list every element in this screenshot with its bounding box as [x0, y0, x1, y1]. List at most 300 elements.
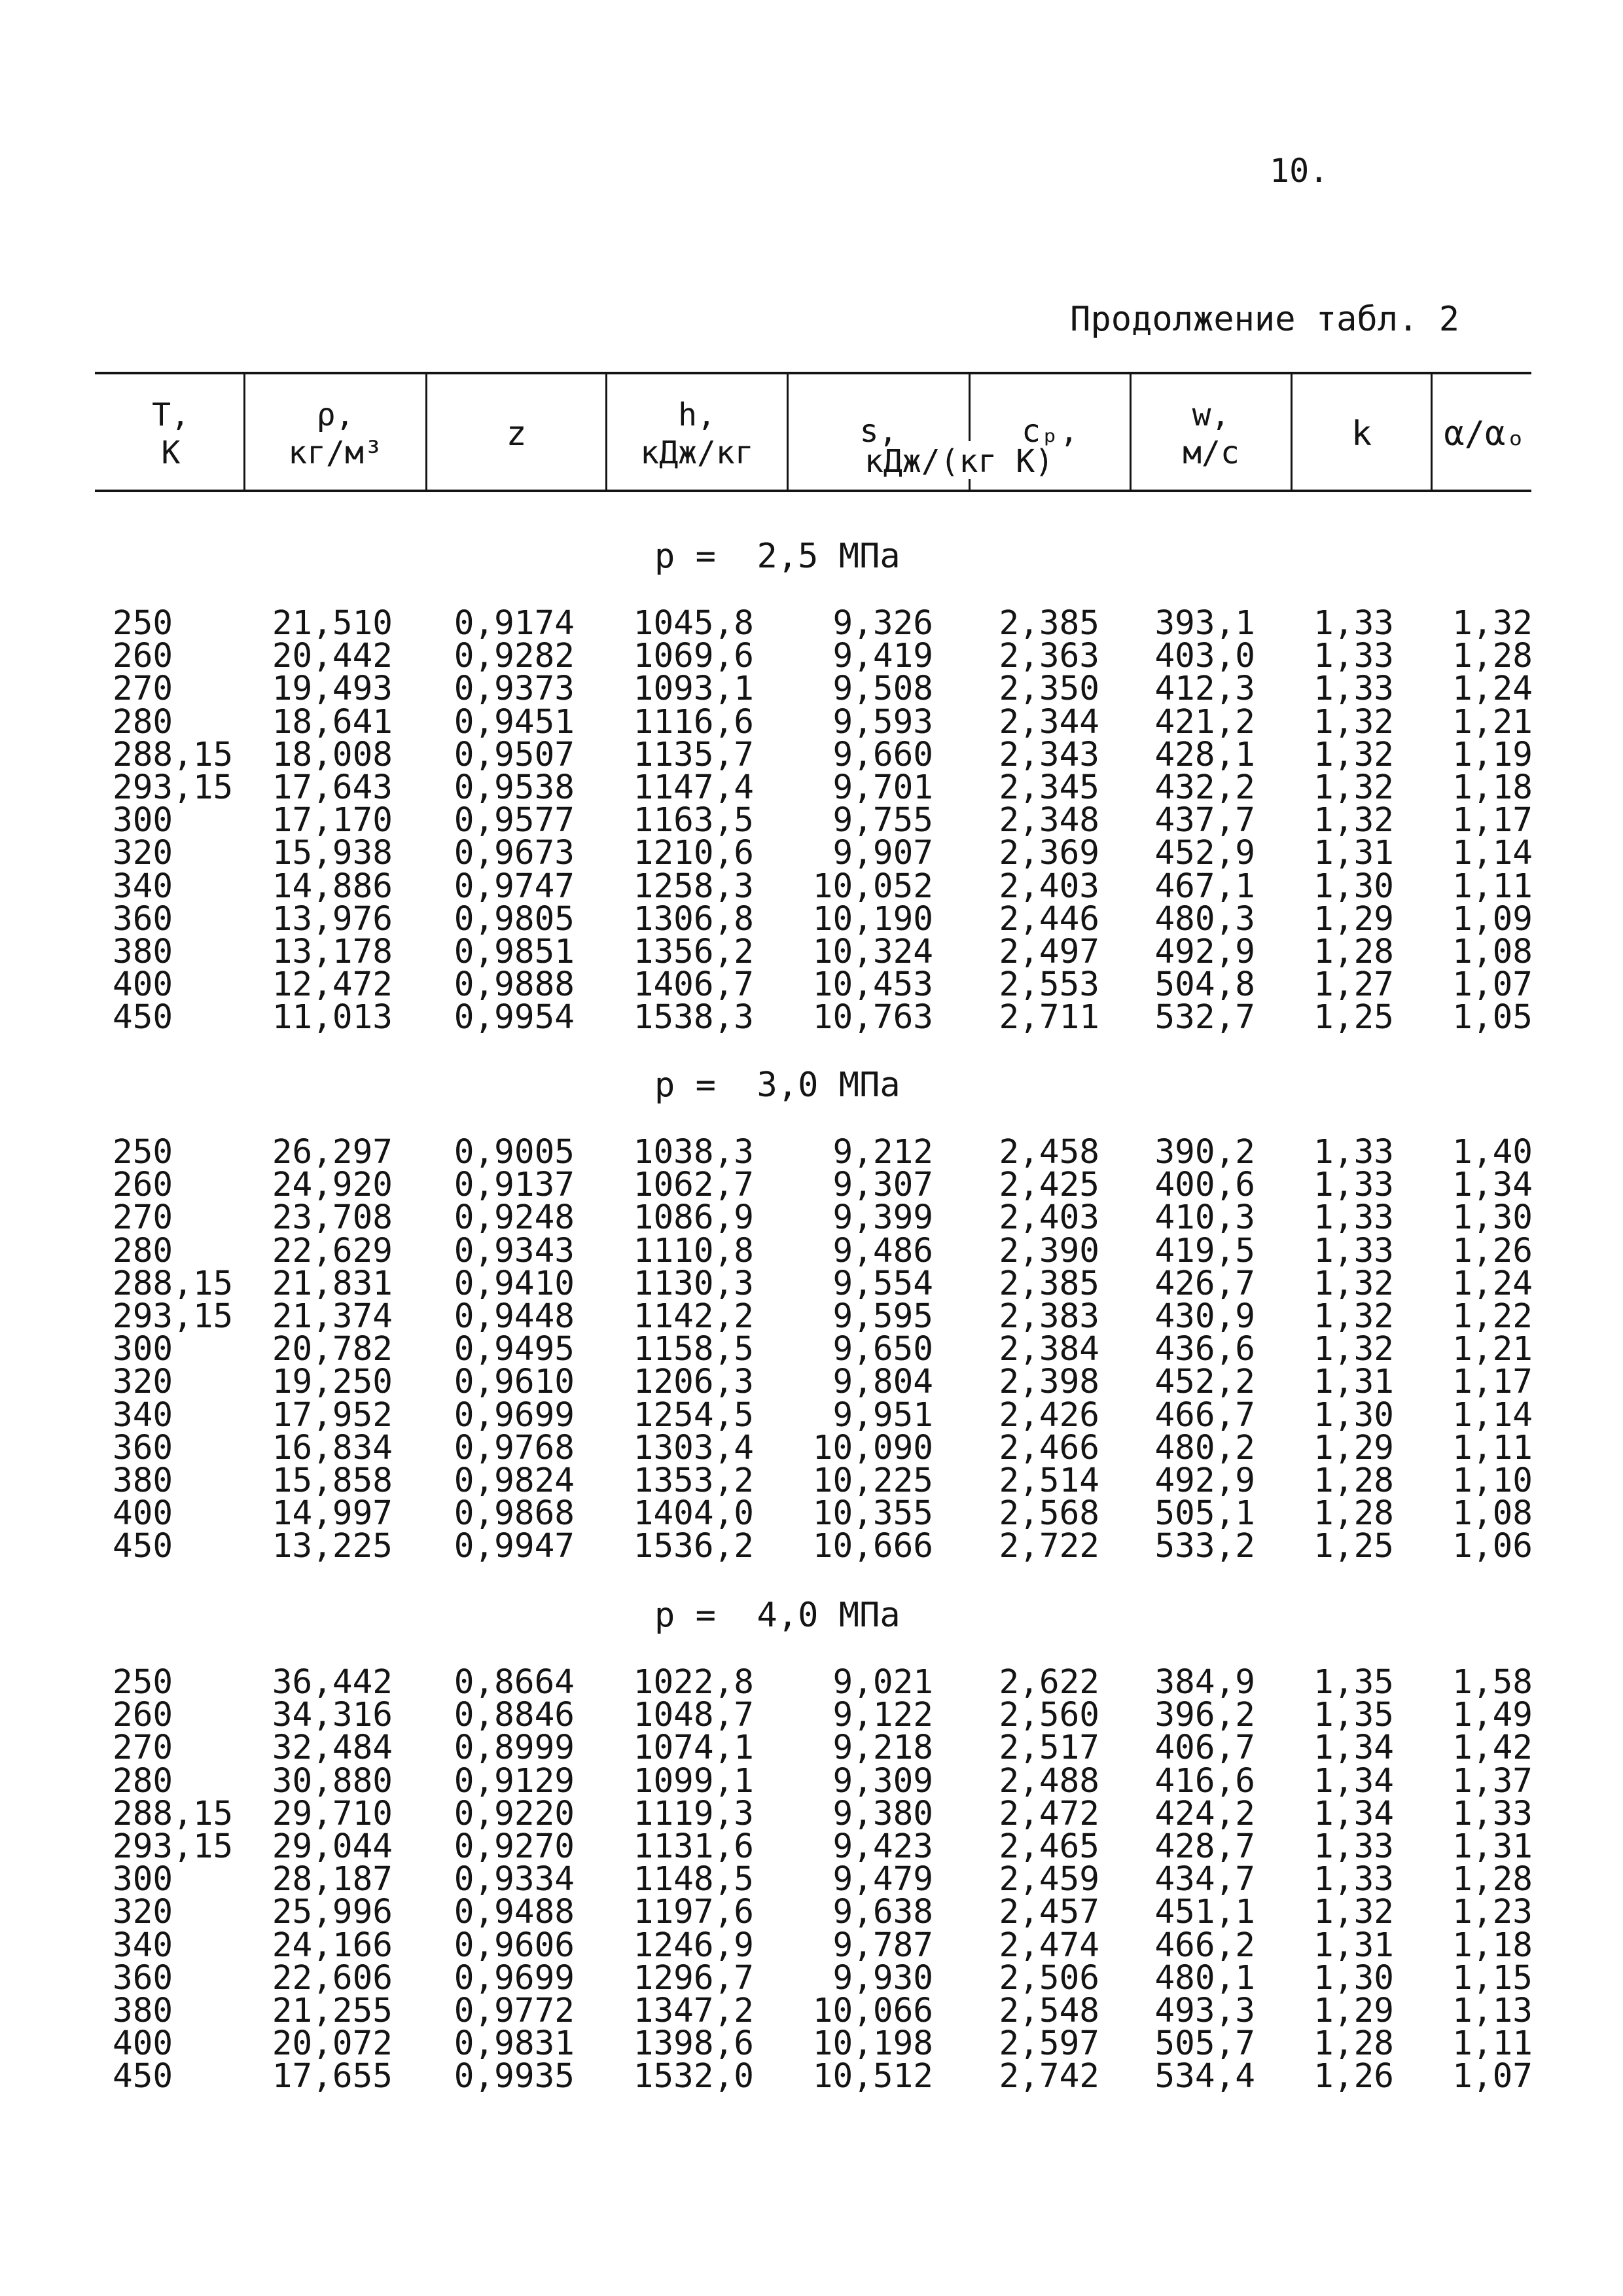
table-cell: 16,834	[272, 1428, 393, 1467]
table-cell: 0,9174	[454, 604, 575, 643]
table-cell: 10,512	[812, 2057, 933, 2096]
table-cell: 393,1	[1154, 604, 1255, 643]
table-cell: 1,18	[1452, 1926, 1533, 1965]
table-cell: 1,21	[1452, 1330, 1533, 1369]
table-cell: 17,952	[272, 1395, 393, 1435]
table-row	[0, 1395, 1623, 1435]
table-cell: 18,641	[272, 702, 393, 742]
table-cell: 0,9699	[454, 1958, 575, 1998]
table-cell: 450	[113, 1527, 173, 1566]
table-cell: 390,2	[1154, 1133, 1255, 1172]
table-cell: 2,363	[999, 637, 1099, 676]
table-cell: 2,457	[999, 1893, 1099, 1932]
table-cell: 1,21	[1452, 702, 1533, 742]
table-cell: 532,7	[1154, 998, 1255, 1037]
table-cell: 1,13	[1452, 1992, 1533, 2030]
table-cell: 2,553	[999, 965, 1099, 1005]
table-cell: 0,9248	[454, 1198, 575, 1238]
table-row	[0, 801, 1623, 840]
table-cell: 1,31	[1313, 1926, 1394, 1965]
table-cell: 1119,3	[633, 1794, 754, 1833]
table-cell: 492,9	[1154, 1462, 1255, 1500]
table-cell: 10,052	[812, 867, 933, 906]
table-cell: 280	[113, 1231, 173, 1270]
table-cell: 2,384	[999, 1330, 1099, 1369]
table-cell: 1,32	[1313, 801, 1394, 840]
table-cell: 1130,3	[633, 1264, 754, 1303]
table-cell: 2,343	[999, 735, 1099, 774]
pressure-heading: p = 4,0 МПа	[654, 1596, 901, 1635]
table-cell: 1,26	[1452, 1231, 1533, 1270]
table-cell: 2,488	[999, 1761, 1099, 1801]
table-cell: 1,32	[1313, 768, 1394, 807]
table-row	[0, 1133, 1623, 1172]
table-cell: 2,597	[999, 2024, 1099, 2064]
table-cell: 0,9747	[454, 867, 575, 906]
table-cell: 9,701	[832, 768, 933, 807]
table-cell: 0,9137	[454, 1166, 575, 1205]
table-cell: 14,886	[272, 867, 393, 906]
table-cell: 1,14	[1452, 1395, 1533, 1435]
table-row	[0, 2024, 1623, 2064]
table-cell: 1147,4	[633, 768, 754, 807]
table-cell: 1303,4	[633, 1428, 754, 1467]
table-cell: 9,307	[832, 1166, 933, 1205]
table-row	[0, 1893, 1623, 1932]
table-cell: 2,369	[999, 834, 1099, 873]
table-cell: 2,548	[999, 1992, 1099, 2030]
table-cell: 1,42	[1452, 1729, 1533, 1768]
table-cell: 1,40	[1452, 1133, 1533, 1172]
table-cell: 0,9935	[454, 2057, 575, 2096]
table-cell: 1210,6	[633, 834, 754, 873]
table-cell: 340	[113, 867, 173, 906]
table-cell: 0,9282	[454, 637, 575, 676]
table-cell: 493,3	[1154, 1992, 1255, 2030]
table-cell: 9,479	[832, 1860, 933, 1899]
table-cell: 28,187	[272, 1860, 393, 1899]
table-row	[0, 998, 1623, 1037]
table-cell: 1048,7	[633, 1696, 754, 1735]
table-cell: 1,49	[1452, 1696, 1533, 1735]
table-cell: 403,0	[1154, 637, 1255, 676]
table-cell: 19,493	[272, 670, 393, 709]
table-top-rule	[95, 372, 1531, 374]
table-cell: 10,090	[812, 1428, 933, 1467]
table-row	[0, 1827, 1623, 1866]
table-cell: 24,166	[272, 1926, 393, 1965]
table-cell: 0,9673	[454, 834, 575, 873]
table-cell: 2,514	[999, 1462, 1099, 1500]
table-cell: 1,26	[1313, 2057, 1394, 2096]
table-cell: 1131,6	[633, 1827, 754, 1866]
table-cell: 360	[113, 1958, 173, 1998]
table-cell: 1,31	[1313, 834, 1394, 873]
table-cell: 1347,2	[633, 1992, 754, 2030]
table-cell: 21,510	[272, 604, 393, 643]
table-cell: 1404,0	[633, 1494, 754, 1534]
table-cell: 452,9	[1154, 834, 1255, 873]
table-cell: 288,15	[113, 1264, 234, 1303]
table-cell: 10,190	[812, 899, 933, 939]
table-cell: 0,8664	[454, 1663, 575, 1702]
table-row	[0, 1231, 1623, 1270]
table-cell: 1,32	[1313, 1893, 1394, 1932]
table-row	[0, 1527, 1623, 1566]
header-compressibility: z	[506, 414, 527, 454]
table-cell: 1,33	[1313, 670, 1394, 709]
table-cell: 400	[113, 1494, 173, 1534]
table-cell: 1532,0	[633, 2057, 754, 2096]
table-cell: 1086,9	[633, 1198, 754, 1238]
table-cell: 1,58	[1452, 1663, 1533, 1702]
table-cell: 1398,6	[633, 2024, 754, 2064]
table-cell: 412,3	[1154, 670, 1255, 709]
table-cell: 1,08	[1452, 933, 1533, 971]
table-cell: 2,446	[999, 899, 1099, 939]
table-cell: 260	[113, 1166, 173, 1205]
table-cell: 0,9538	[454, 768, 575, 807]
table-cell: 10,225	[812, 1462, 933, 1500]
table-cell: 360	[113, 1428, 173, 1467]
table-cell: 1,34	[1313, 1794, 1394, 1833]
table-row	[0, 867, 1623, 906]
table-cell: 380	[113, 1992, 173, 2030]
table-cell: 9,755	[832, 801, 933, 840]
header-alpha-ratio: α/αₒ	[1444, 414, 1526, 454]
table-cell: 9,212	[832, 1133, 933, 1172]
table-cell: 320	[113, 1363, 173, 1402]
header-s-cp-unit: кДж/(кг К)	[865, 443, 1054, 480]
table-cell: 451,1	[1154, 1893, 1255, 1932]
table-cell: 1022,8	[633, 1663, 754, 1702]
table-row	[0, 1794, 1623, 1833]
table-cell: 13,178	[272, 933, 393, 971]
table-cell: 2,383	[999, 1297, 1099, 1336]
table-cell: 9,486	[832, 1231, 933, 1270]
table-cell: 288,15	[113, 735, 234, 774]
table-cell: 0,9868	[454, 1494, 575, 1534]
table-cell: 0,9610	[454, 1363, 575, 1402]
table-row	[0, 834, 1623, 873]
table-cell: 9,593	[832, 702, 933, 742]
table-cell: 0,9805	[454, 899, 575, 939]
table-row	[0, 1166, 1623, 1205]
table-cell: 2,403	[999, 867, 1099, 906]
table-cell: 1,33	[1313, 1133, 1394, 1172]
table-cell: 1,33	[1313, 637, 1394, 676]
table-cell: 14,997	[272, 1494, 393, 1534]
table-cell: 1,11	[1452, 1428, 1533, 1467]
header-isentropic-exponent: k	[1351, 414, 1372, 454]
table-cell: 0,9954	[454, 998, 575, 1037]
table-cell: 320	[113, 1893, 173, 1932]
table-cell: 1,28	[1313, 1462, 1394, 1500]
table-cell: 0,9888	[454, 965, 575, 1005]
table-cell: 11,013	[272, 998, 393, 1037]
table-row	[0, 1428, 1623, 1467]
table-cell: 9,419	[832, 637, 933, 676]
table-row	[0, 1330, 1623, 1369]
table-cell: 0,9577	[454, 801, 575, 840]
table-cell: 1,25	[1313, 998, 1394, 1037]
table-cell: 416,6	[1154, 1761, 1255, 1801]
table-cell: 1163,5	[633, 801, 754, 840]
table-cell: 505,1	[1154, 1494, 1255, 1534]
table-cell: 1,33	[1313, 1860, 1394, 1899]
table-cell: 424,2	[1154, 1794, 1255, 1833]
table-cell: 293,15	[113, 1297, 234, 1336]
table-cell: 32,484	[272, 1729, 393, 1768]
table-cell: 9,380	[832, 1794, 933, 1833]
table-row	[0, 702, 1623, 742]
table-cell: 10,355	[812, 1494, 933, 1534]
table-cell: 293,15	[113, 1827, 234, 1866]
table-cell: 406,7	[1154, 1729, 1255, 1768]
table-cell: 400	[113, 2024, 173, 2064]
table-cell: 9,951	[832, 1395, 933, 1435]
table-cell: 2,560	[999, 1696, 1099, 1735]
table-cell: 9,660	[832, 735, 933, 774]
table-cell: 9,595	[832, 1297, 933, 1336]
table-cell: 20,442	[272, 637, 393, 676]
table-cell: 260	[113, 1696, 173, 1735]
table-cell: 30,880	[272, 1761, 393, 1801]
table-cell: 1,28	[1313, 933, 1394, 971]
table-row	[0, 637, 1623, 676]
table-cell: 1,34	[1313, 1761, 1394, 1801]
table-cell: 9,326	[832, 604, 933, 643]
table-cell: 1045,8	[633, 604, 754, 643]
table-cell: 450	[113, 2057, 173, 2096]
table-cell: 1,06	[1452, 1527, 1533, 1566]
table-cell: 0,9005	[454, 1133, 575, 1172]
table-cell: 0,9410	[454, 1264, 575, 1303]
table-cell: 1,31	[1313, 1363, 1394, 1402]
table-row	[0, 1264, 1623, 1303]
table-cell: 0,9824	[454, 1462, 575, 1500]
table-cell: 1,18	[1452, 768, 1533, 807]
table-cell: 9,554	[832, 1264, 933, 1303]
table-cell: 1,32	[1452, 604, 1533, 643]
table-cell: 21,831	[272, 1264, 393, 1303]
table-cell: 1135,7	[633, 735, 754, 774]
table-cell: 1,30	[1313, 1958, 1394, 1998]
table-cell: 0,9373	[454, 670, 575, 709]
table-cell: 288,15	[113, 1794, 234, 1833]
table-cell: 1,29	[1313, 1428, 1394, 1467]
table-cell: 2,426	[999, 1395, 1099, 1435]
table-cell: 2,390	[999, 1231, 1099, 1270]
table-cell: 0,9451	[454, 702, 575, 742]
table-cell: 2,344	[999, 702, 1099, 742]
table-cell: 20,782	[272, 1330, 393, 1369]
table-cell: 2,506	[999, 1958, 1099, 1998]
table-cell: 260	[113, 637, 173, 676]
table-cell: 1,33	[1313, 1827, 1394, 1866]
table-cell: 428,1	[1154, 735, 1255, 774]
table-cell: 0,9220	[454, 1794, 575, 1833]
table-cell: 0,9448	[454, 1297, 575, 1336]
table-row	[0, 604, 1623, 643]
table-cell: 17,170	[272, 801, 393, 840]
table-cell: 492,9	[1154, 933, 1255, 971]
table-cell: 1,27	[1313, 965, 1394, 1005]
table-cell: 1142,2	[633, 1297, 754, 1336]
table-row	[0, 1729, 1623, 1768]
table-cell: 2,350	[999, 670, 1099, 709]
table-cell: 22,629	[272, 1231, 393, 1270]
table-cell: 0,9495	[454, 1330, 575, 1369]
table-cell: 384,9	[1154, 1663, 1255, 1702]
table-cell: 432,2	[1154, 768, 1255, 807]
table-cell: 430,9	[1154, 1297, 1255, 1336]
table-cell: 1538,3	[633, 998, 754, 1037]
header-entropy: s,	[859, 413, 898, 450]
table-cell: 1099,1	[633, 1761, 754, 1801]
table-cell: 380	[113, 933, 173, 971]
table-cell: 9,399	[832, 1198, 933, 1238]
table-row	[0, 735, 1623, 774]
table-cell: 426,7	[1154, 1264, 1255, 1303]
table-cell: 1,11	[1452, 2024, 1533, 2064]
table-cell: 1,33	[1313, 604, 1394, 643]
table-cell: 1,29	[1313, 899, 1394, 939]
table-cell: 2,348	[999, 801, 1099, 840]
table-cell: 436,6	[1154, 1330, 1255, 1369]
table-row	[0, 768, 1623, 807]
table-cell: 270	[113, 1729, 173, 1768]
table-cell: 270	[113, 1198, 173, 1238]
table-cell: 12,472	[272, 965, 393, 1005]
table-cell: 2,722	[999, 1527, 1099, 1566]
table-cell: 1148,5	[633, 1860, 754, 1899]
table-cell: 466,2	[1154, 1926, 1255, 1965]
table-cell: 9,787	[832, 1926, 933, 1965]
table-cell: 2,345	[999, 768, 1099, 807]
table-cell: 2,398	[999, 1363, 1099, 1402]
page-number: 10.	[1270, 152, 1329, 190]
table-row	[0, 1297, 1623, 1336]
table-cell: 250	[113, 604, 173, 643]
header-temperature: T, K	[152, 397, 190, 471]
table-cell: 10,324	[812, 933, 933, 971]
table-cell: 1,34	[1452, 1166, 1533, 1205]
table-cell: 36,442	[272, 1663, 393, 1702]
table-cell: 2,459	[999, 1860, 1099, 1899]
table-cell: 2,466	[999, 1428, 1099, 1467]
table-cell: 320	[113, 834, 173, 873]
table-cell: 534,4	[1154, 2057, 1255, 2096]
table-cell: 0,8846	[454, 1696, 575, 1735]
table-cell: 1,35	[1313, 1696, 1394, 1735]
table-cell: 2,711	[999, 998, 1099, 1037]
table-cell: 18,008	[272, 735, 393, 774]
table-cell: 20,072	[272, 2024, 393, 2064]
table-cell: 480,3	[1154, 899, 1255, 939]
table-row	[0, 1494, 1623, 1534]
table-cell: 1,09	[1452, 899, 1533, 939]
table-cell: 13,976	[272, 899, 393, 939]
table-cell: 400	[113, 965, 173, 1005]
table-cell: 1,35	[1313, 1663, 1394, 1702]
table-cell: 1258,3	[633, 867, 754, 906]
header-enthalpy: h, кДж/кг	[640, 397, 754, 471]
table-cell: 9,650	[832, 1330, 933, 1369]
header-heat-capacity: cₚ,	[1022, 413, 1079, 450]
table-cell: 24,920	[272, 1166, 393, 1205]
table-cell: 0,9507	[454, 735, 575, 774]
table-row	[0, 1860, 1623, 1899]
table-cell: 0,9768	[454, 1428, 575, 1467]
table-cell: 1406,7	[633, 965, 754, 1005]
table-cell: 1306,8	[633, 899, 754, 939]
table-cell: 1,24	[1452, 1264, 1533, 1303]
table-cell: 2,742	[999, 2057, 1099, 2096]
table-cell: 300	[113, 1330, 173, 1369]
table-cell: 0,9851	[454, 933, 575, 971]
table-cell: 1,32	[1313, 1297, 1394, 1336]
table-cell: 1038,3	[633, 1133, 754, 1172]
table-cell: 380	[113, 1462, 173, 1500]
table-cell: 400,6	[1154, 1166, 1255, 1205]
table-cell: 9,508	[832, 670, 933, 709]
table-cell: 1206,3	[633, 1363, 754, 1402]
table-cell: 0,8999	[454, 1729, 575, 1768]
table-cell: 340	[113, 1395, 173, 1435]
table-cell: 1,29	[1313, 1992, 1394, 2030]
table-cell: 2,474	[999, 1926, 1099, 1965]
table-cell: 1069,6	[633, 637, 754, 676]
table-cell: 1,22	[1452, 1297, 1533, 1336]
table-cell: 1,30	[1313, 1395, 1394, 1435]
table-cell: 0,9772	[454, 1992, 575, 2030]
table-cell: 2,568	[999, 1494, 1099, 1534]
table-cell: 0,9947	[454, 1527, 575, 1566]
table-cell: 1,17	[1452, 801, 1533, 840]
table-cell: 1,08	[1452, 1494, 1533, 1534]
table-cell: 360	[113, 899, 173, 939]
table-cell: 9,638	[832, 1893, 933, 1932]
table-cell: 2,385	[999, 604, 1099, 643]
table-cell: 300	[113, 1860, 173, 1899]
table-cell: 1,05	[1452, 998, 1533, 1037]
table-header-rule	[95, 490, 1531, 492]
table-cell: 1,33	[1313, 1198, 1394, 1238]
pressure-heading: p = 2,5 МПа	[654, 537, 901, 576]
table-cell: 1,30	[1313, 867, 1394, 906]
table-cell: 9,423	[832, 1827, 933, 1866]
table-cell: 13,225	[272, 1527, 393, 1566]
table-cell: 1536,2	[633, 1527, 754, 1566]
table-row	[0, 899, 1623, 939]
table-cell: 2,517	[999, 1729, 1099, 1768]
table-caption: Продолжение табл. 2	[1070, 300, 1459, 339]
table-row	[0, 670, 1623, 709]
table-cell: 505,7	[1154, 2024, 1255, 2064]
table-cell: 2,403	[999, 1198, 1099, 1238]
table-cell: 0,9270	[454, 1827, 575, 1866]
table-cell: 300	[113, 801, 173, 840]
table-cell: 9,218	[832, 1729, 933, 1768]
table-cell: 480,2	[1154, 1428, 1255, 1467]
table-cell: 2,425	[999, 1166, 1099, 1205]
table-cell: 26,297	[272, 1133, 393, 1172]
table-cell: 9,309	[832, 1761, 933, 1801]
table-cell: 280	[113, 702, 173, 742]
table-cell: 2,458	[999, 1133, 1099, 1172]
table-cell: 1254,5	[633, 1395, 754, 1435]
